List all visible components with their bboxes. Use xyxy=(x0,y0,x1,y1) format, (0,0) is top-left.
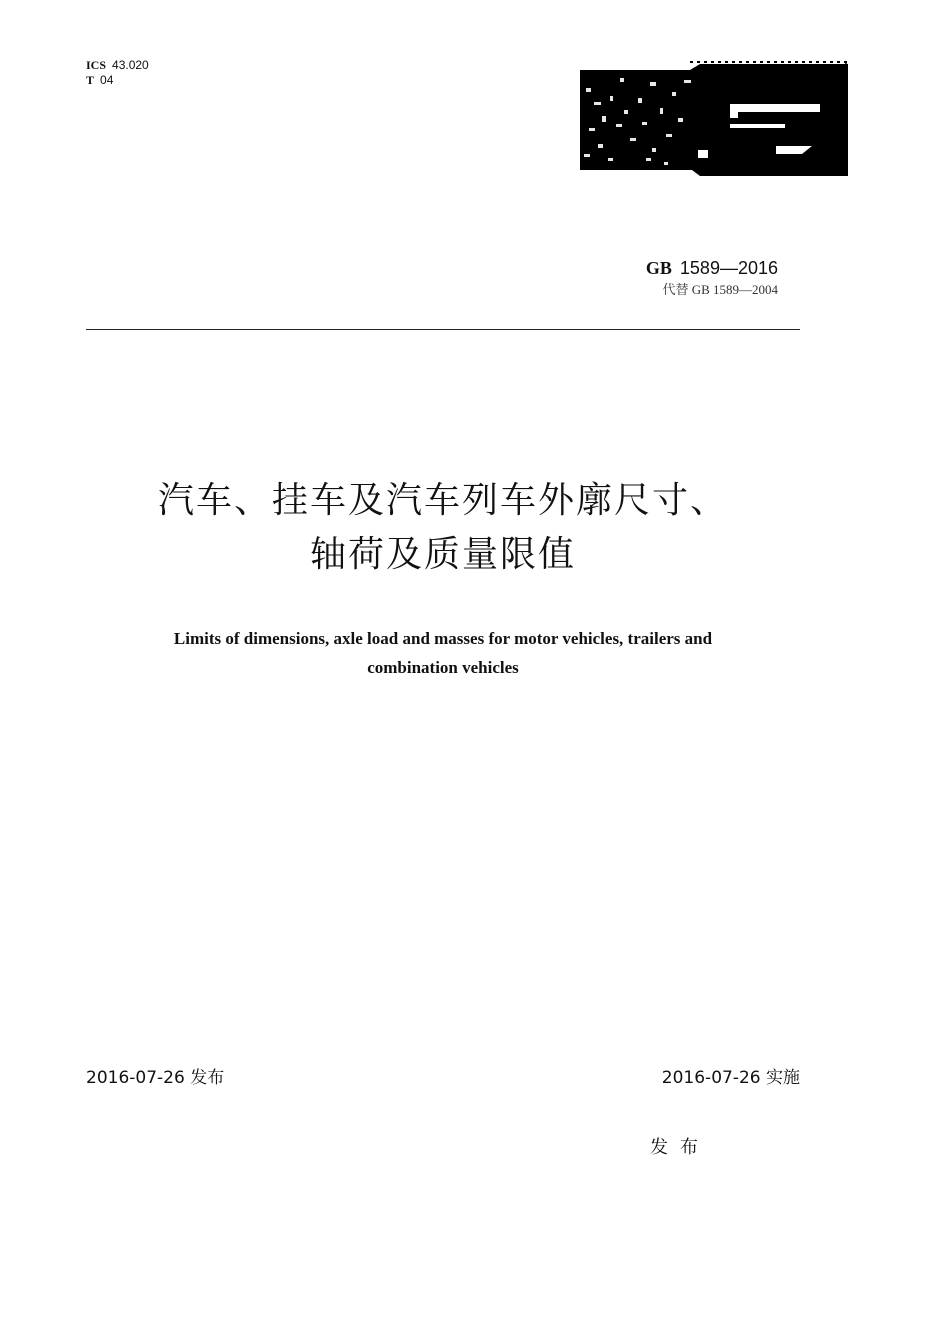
issuer-label: 发布 xyxy=(650,1137,710,1158)
standard-number-block xyxy=(646,256,778,299)
ics-code xyxy=(86,58,149,73)
ics-label: ICS xyxy=(86,58,107,72)
title-english-line-2: combination vehicles xyxy=(367,658,519,677)
ccs-label: T xyxy=(86,73,95,87)
ics-value: 43.020 xyxy=(112,58,149,72)
title-english-line-1: Limits of dimensions, axle load and masses for motor vehicles, trailers and xyxy=(173,629,713,648)
ccs-value: 04 xyxy=(100,73,114,87)
replaces-standard: 代替 GB 1589—2004 xyxy=(662,282,778,297)
title-chinese-line-2: 轴荷及质量限值 xyxy=(309,534,576,575)
standard-code: 1589—2016 xyxy=(679,258,778,278)
standard-prefix: GB xyxy=(645,258,672,278)
title-english xyxy=(86,624,800,682)
ccs-code xyxy=(86,73,149,88)
standard-number xyxy=(646,256,778,281)
national-standard-logo-icon xyxy=(580,58,850,178)
issue-date: 2016-07-26 发布 xyxy=(86,1068,225,1088)
title-chinese-line-1: 汽车、挂车及汽车列车外廓尺寸、 xyxy=(157,480,728,521)
classification-codes xyxy=(86,58,149,88)
implementation-date: 2016-07-26 实施 xyxy=(661,1068,800,1088)
header-divider xyxy=(86,329,800,330)
title-chinese xyxy=(86,474,800,582)
